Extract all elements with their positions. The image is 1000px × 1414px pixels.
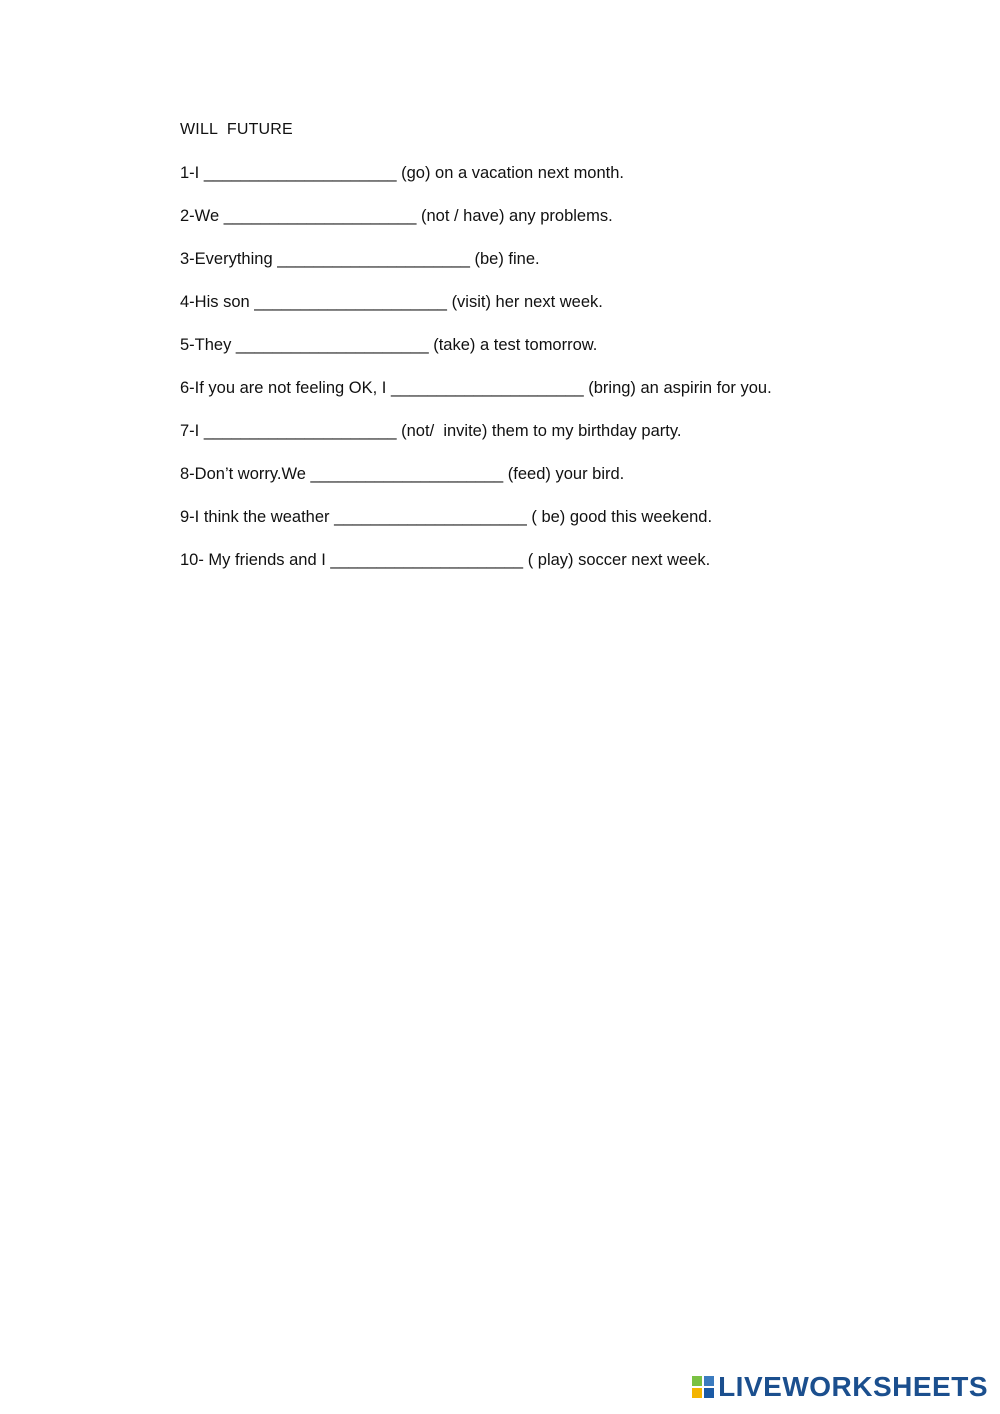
worksheet-title: WILL FUTURE — [180, 121, 293, 138]
exercise-item: 10- My friends and I _____________________ ( play) soccer next week. — [180, 551, 711, 569]
liveworksheets-logo-text: LIVEWORKSHEETS — [718, 1371, 988, 1402]
exercise-item: 9-I think the weather _____________________ ( be) good this weekend. — [180, 508, 713, 526]
exercise-list — [180, 163, 940, 593]
exercise-item: 6-If you are not feeling OK, I _____________________ (bring) an aspirin for you. — [180, 379, 772, 397]
liveworksheets-logo — [692, 1372, 988, 1402]
exercise-item: 8-Don’t worry.We _____________________ (feed) your bird. — [180, 465, 625, 483]
exercise-item: 7-I _____________________ (not/ invite) them to my birthday party. — [180, 422, 682, 440]
exercise-item: 2-We _____________________ (not / have) any problems. — [180, 207, 613, 225]
exercise-item: 4-His son _____________________ (visit) her next week. — [180, 293, 603, 311]
liveworksheets-logo-icon — [692, 1376, 714, 1398]
exercise-item: 1-I _____________________ (go) on a vacation next month. — [180, 164, 625, 182]
exercise-item: 5-They _____________________ (take) a test tomorrow. — [180, 336, 598, 354]
exercise-item: 3-Everything _____________________ (be) fine. — [180, 250, 540, 268]
